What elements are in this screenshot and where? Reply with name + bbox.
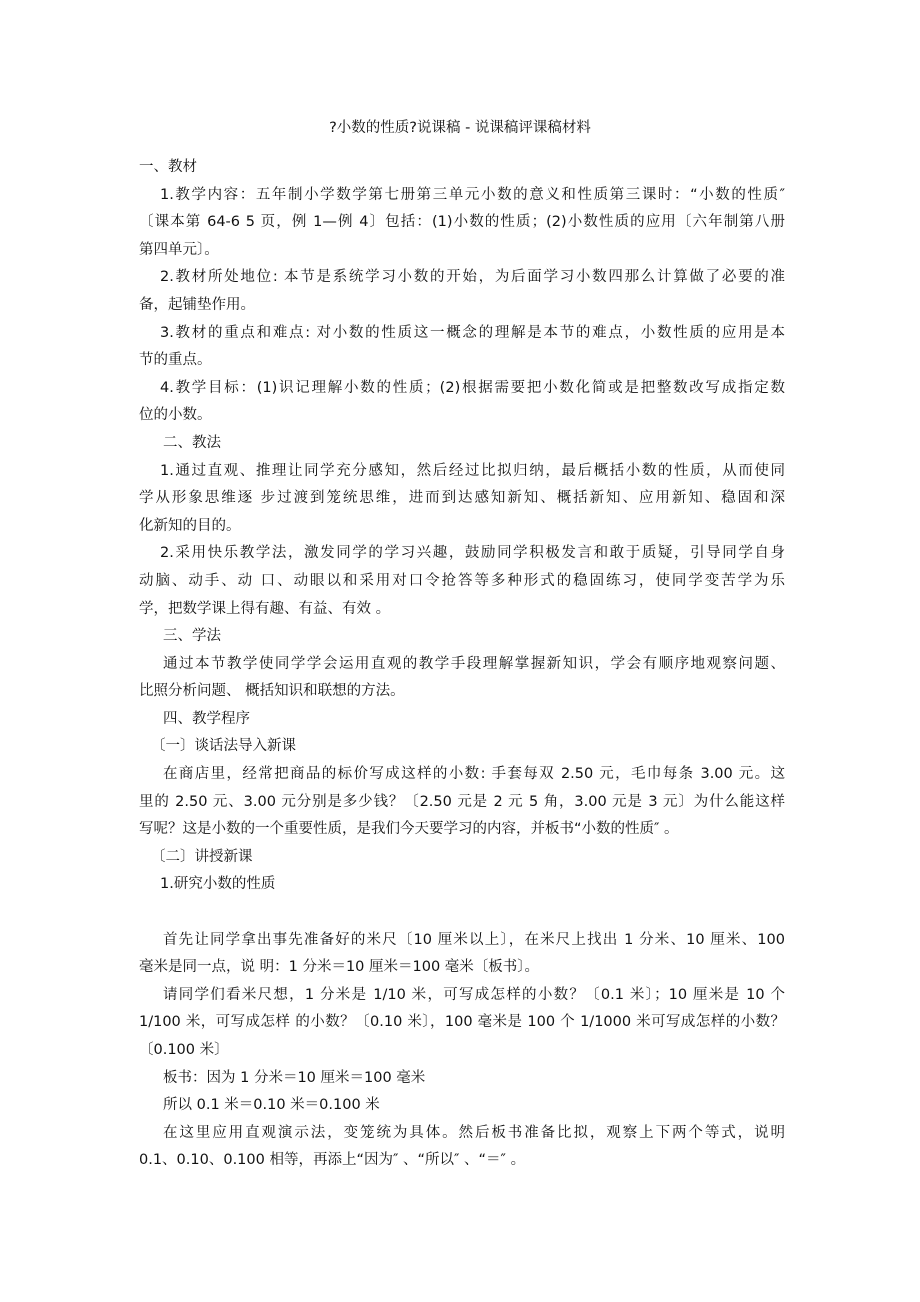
text-line: 所以 0.1 米＝0.10 米＝0.100 米 [163,1097,380,1114]
paragraph [139,982,785,1065]
text-line: 〔0.100 米〕 [139,1042,229,1058]
text-line: 首先让同学拿出事先准备好的米尺〔10 厘米以上〕，在米尺上找出 1 分米、10 厘米、100 [163,931,785,948]
text-line: 备，起铺垫作用。 [139,296,255,313]
paragraph [139,733,785,761]
text-line: 2.教材所处地位: 本节是系统学习小数的开始，为后面学习小数四那么计算做了必要的准 [160,269,785,286]
paragraph [139,430,785,458]
paragraph [139,540,785,623]
text-line: 〔一〕谈话法导入新课 [151,738,296,755]
text-line: 在这里应用直观演示法，变笼统为具体。然后板书准备比拟，观察上下两个等式，说明 [163,1124,785,1141]
paragraph [139,871,785,899]
text-line: 1.通过直观、推理让同学充分感知，然后经过比拟归纳，最后概括小数的性质，从而使同 [160,462,785,479]
text-line: 〔课本第 64-6 5 页，例 1—例 4〕包括：(1)小数的性质；(2)小数性质的应用〔六年制第八册 [139,214,785,231]
paragraph [139,623,785,651]
text-line: 位的小数。 [139,407,212,424]
text-line: 四、教学程序 [163,710,250,727]
text-line: 学，把数学课上得有趣、有益、有效 。 [139,600,391,617]
paragraph [139,182,785,265]
text-line: 三、学法 [163,628,221,645]
text-line: 1.研究小数的性质 [160,876,276,893]
text-line: 一、教材 [139,159,197,175]
text-line: 1.教学内容：五年制小学数学第七册第三单元小数的意义和性质第三课时：“小数的性质″ [160,186,785,203]
paragraph [139,651,785,706]
document-title: ?小数的性质?说课稿 - 说课稿评课稿材料 [329,120,591,136]
blank-line [139,899,785,927]
paragraph [139,264,785,319]
text-line: 请同学们看米尺想，1 分米是 1/10 米，可写成怎样的小数？〔0.1 米〕；10 厘米是 10 个 [163,986,785,1003]
text-line: 4.教学目标：(1)识记理解小数的性质；(2)根据需要把小数化简或是把整数改写成指定数 [160,379,785,396]
text-line: 里的 2.50 元、3.00 元分别是多少钱？〔2.50 元是 2 元 5 角，3.00 元是 3 元〕为什么能这样 [139,793,785,810]
paragraph [139,320,785,375]
text-line: 节的重点。 [139,352,212,369]
text-line: 3.教材的重点和难点: 对小数的性质这一概念的理解是本节的难点，小数性质的应用是本 [160,324,785,341]
text-line: 1/100 米，可写成怎样 的小数？〔0.10 米〕，100 毫米是 100 个 1/1000 米可写成怎样的小数？ [139,1014,785,1031]
text-line: 2.采用快乐教学法，激发同学的学习兴趣，鼓励同学积极发言和敢于质疑，引导同学自身 [160,545,785,562]
text-line: 0.1、0.10、0.100 相等，再添上“因为″ 、“所以″ 、“＝″ 。 [139,1152,526,1169]
text-line: 第四单元〕。 [139,241,219,258]
text-line: 比照分析问题、 概括知识和联想的方法。 [139,683,405,700]
text-line: 〔二〕讲授新课 [151,848,253,865]
text-line: 在商店里，经常把商品的标价写成这样的小数: 手套每双 2.50 元，毛巾每条 3.00 元。这 [163,766,785,783]
document-body [139,154,785,1175]
text-line: 化新知的目的。 [139,517,241,534]
text-line: 毫米是同一点，说 明：1 分米＝10 厘米＝100 毫米〔板书〕。 [139,959,540,976]
paragraph [139,761,785,844]
text-line: 二、教法 [163,434,221,451]
paragraph [139,375,785,430]
text-line: 学从形象思维逐 步过渡到笼统思维，进而到达感知新知、概括新知、应用新知、稳固和深 [139,490,785,507]
text-line: 通过本节教学使同学学会运用直观的教学手段理解掌握新知识，学会有顺序地观察问题、 [163,655,785,672]
paragraph [139,1092,785,1120]
paragraph [139,1120,785,1175]
text-line: 板书：因为 1 分米＝10 厘米＝100 毫米 [163,1069,426,1086]
paragraph [139,927,785,982]
paragraph [139,1065,785,1093]
paragraph [139,706,785,734]
paragraph [139,844,785,872]
paragraph [139,458,785,541]
text-line: 写呢？这是小数的一个重要性质，是我们今天要学习的内容，并板书“小数的性质″ 。 [139,821,679,838]
text-line: 动脑、动手、动 口、动眼以和采用对口令抢答等多种形式的稳固练习，使同学变苦学为乐 [139,572,785,589]
paragraph [139,154,785,182]
